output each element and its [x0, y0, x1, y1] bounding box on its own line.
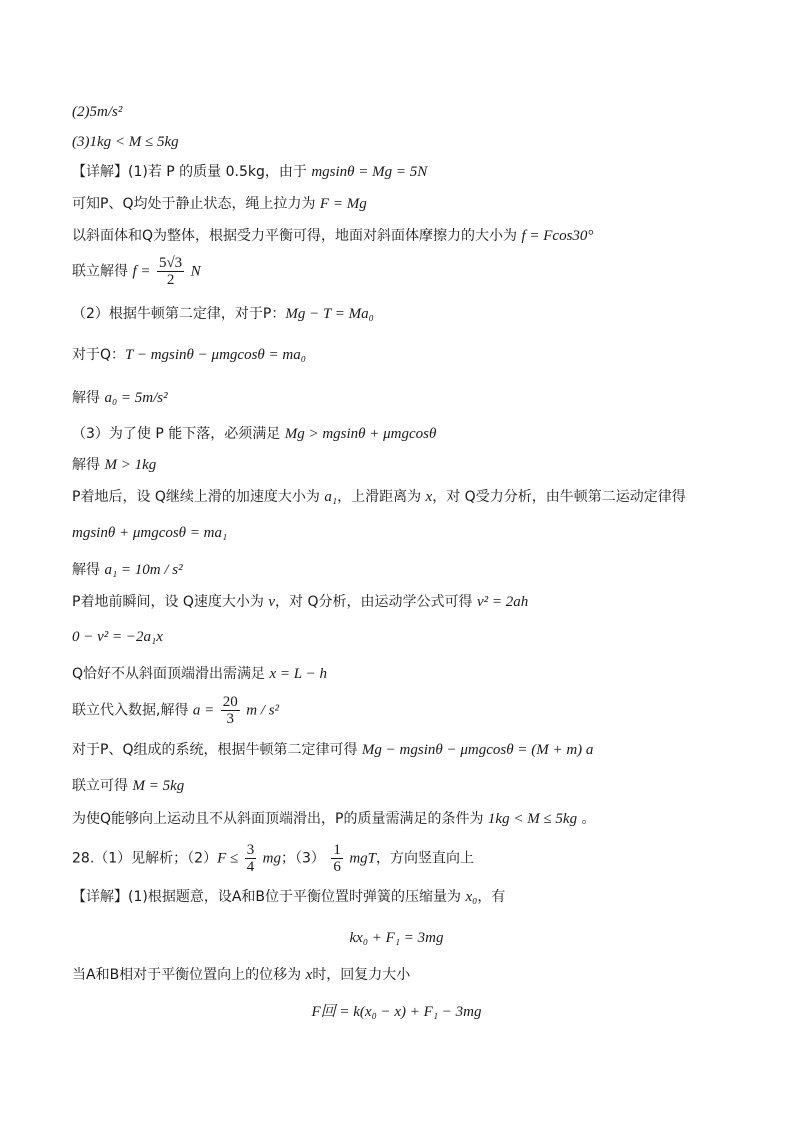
- restoring-force-equation: F回 = k(x₀ − x) + F₁ − 3mg: [311, 1004, 482, 1020]
- part2-equation-p: （2）根据牛顿第二定律，对于P：Mg − T = Ma₀: [72, 306, 374, 322]
- after-landing-statement: P着地后，设 Q继续上滑的加速度大小为 a₁，上滑距离为 x，对 Q受力分析，由牛顿第二运动定律得: [72, 489, 686, 505]
- tension-statement: 可知P、Q均处于静止状态，绳上拉力为 F = Mg: [72, 196, 367, 212]
- after-landing-equation: mgsinθ + μmgcosθ = ma₁: [72, 525, 228, 541]
- a1-result: 解得 a₁ = 10m / s²: [72, 562, 183, 578]
- fraction-3-over-4: $\frac{3}{4}$: [246, 842, 255, 875]
- a-result: 联立代入数据,解得 a = $\frac{20}{3}$ m / s²: [72, 694, 280, 727]
- mass-condition-conclusion: 为使Q能够向上运动且不从斜面顶端滑出，P的质量需满足的条件为 1kg < M ≤ 5kg 。: [72, 811, 596, 827]
- before-landing-statement: P着地前瞬间，设 Q速度大小为 v，对 Q分析，由运动学公式可得 v² = 2ah: [72, 594, 529, 610]
- question-28-answer: 28.（1）见解析；（2）F ≤ $\frac{3}{4}$ mg；（3） $\frac{1}{6}$ mgT，方向竖直向上: [72, 842, 475, 875]
- deceleration-equation: 0 − v² = −2a₁x: [72, 629, 163, 645]
- part3-mass-lower: 解得 M > 1kg: [72, 457, 157, 473]
- answer-2: (2)5m/s²: [72, 104, 123, 120]
- fraction-5root3-over-2: $\frac{5√3}{2}$: [158, 255, 183, 288]
- fraction-20-over-3: $\frac{20}{3}$: [222, 694, 238, 727]
- part3-condition: （3）为了使 P 能下落，必须满足 Mg > mgsinθ + μmgcosθ: [72, 426, 437, 442]
- mass-upper-result: 联立可得 M = 5kg: [72, 778, 185, 794]
- friction-statement: 以斜面体和Q为整体，根据受力平衡可得，地面对斜面体摩擦力的大小为 f = Fcos30°: [72, 228, 594, 244]
- part2-result: 解得 a₀ = 5m/s²: [72, 390, 168, 406]
- displacement-statement: 当A和B相对于平衡位置向上的位移为 x时，回复力大小: [72, 967, 411, 983]
- answer-3: (3)1kg < M ≤ 5kg: [72, 134, 179, 150]
- solution-part1-intro: 【详解】(1)若 P 的质量 0.5kg，由于 mgsinθ = Mg = 5N: [72, 164, 428, 180]
- q28-solution-intro: 【详解】(1)根据题意，设A和B位于平衡位置时弹簧的压缩量为 x₀，有: [72, 889, 506, 905]
- friction-result: 联立解得 f = $\frac{5√3}{2}$ N: [72, 255, 201, 288]
- part2-equation-q: 对于Q：T − mgsinθ − μmgcosθ = ma₀: [72, 347, 306, 363]
- system-equation: 对于P、Q组成的系统，根据牛顿第二定律可得 Mg − mgsinθ − μmgcosθ = (M + m) a: [72, 742, 594, 758]
- no-slide-condition: Q恰好不从斜面顶端滑出需满足 x = L − h: [72, 666, 327, 682]
- equilibrium-equation: kx₀ + F₁ = 3mg: [349, 930, 444, 946]
- fraction-1-over-6: $\frac{1}{6}$: [333, 842, 341, 875]
